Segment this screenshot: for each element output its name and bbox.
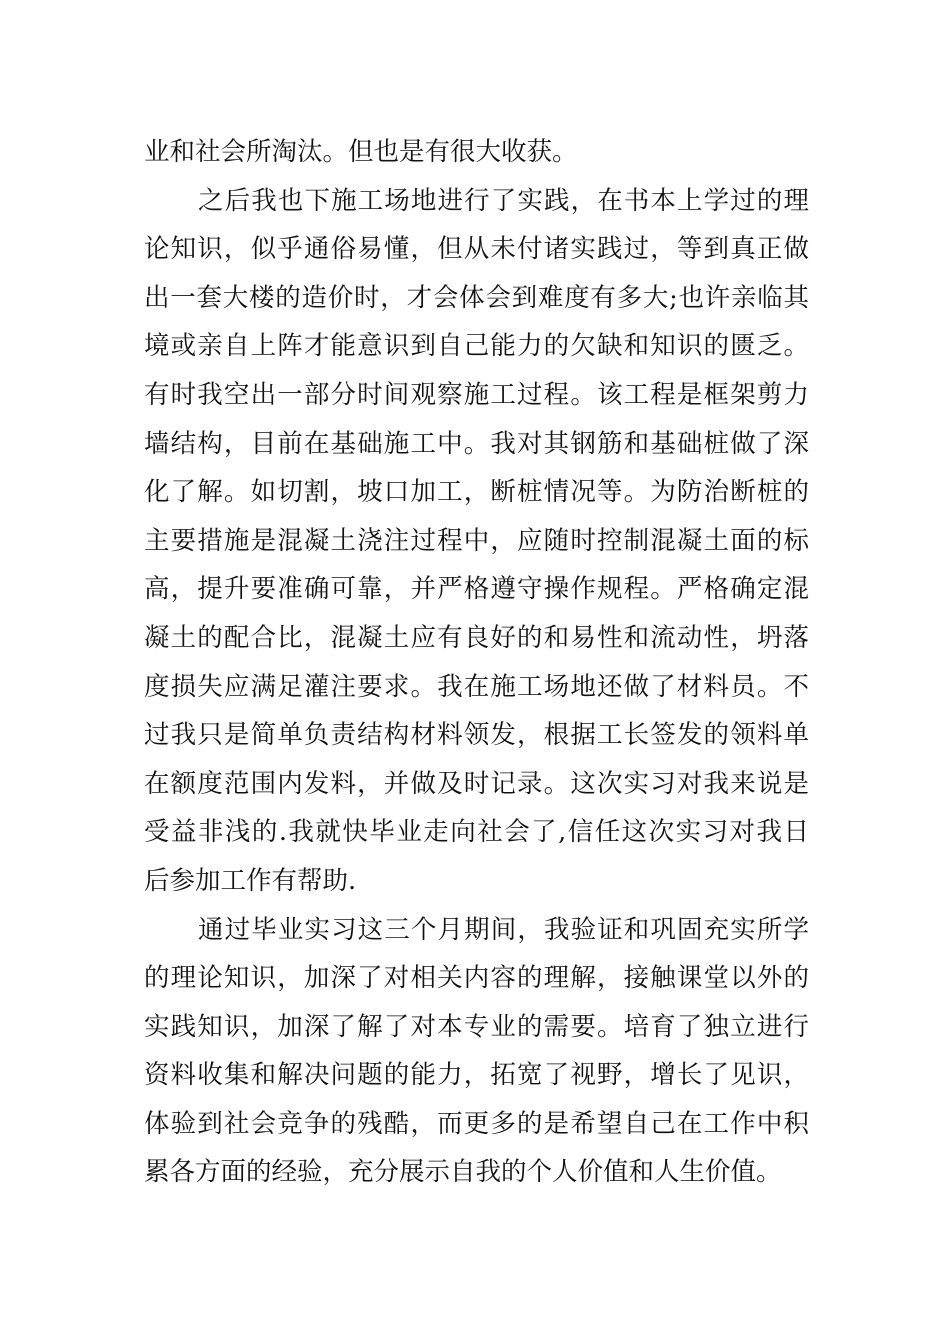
- document-body: [144, 128, 809, 1197]
- text-line: 资料收集和解决问题的能力，拓宽了视野，增长了见识，: [144, 1060, 809, 1091]
- text-line: 过我只是简单负责结构材料领发，根据工长签发的领料单: [144, 720, 809, 751]
- text-line: 出一套大楼的造价时，才会体会到难度有多大;也许亲临其: [144, 282, 809, 313]
- text-line: 化了解。如切割，坡口加工，断桩情况等。为防治断桩的: [144, 477, 809, 508]
- text-line: 业和社会所淘汰。但也是有很大收获。: [144, 137, 578, 167]
- text-line: 境或亲自上阵才能意识到自己能力的欠缺和知识的匮乏。: [144, 331, 809, 362]
- text-line: 主要措施是混凝土浇注过程中，应随时控制混凝土面的标: [144, 525, 809, 556]
- text-line: 实践知识，加深了解了对本专业的需要。培育了独立进行: [144, 1011, 809, 1042]
- text-line: 有时我空出一部分时间观察施工过程。该工程是框架剪力: [144, 379, 809, 410]
- text-line: 累各方面的经验，充分展示自我的个人价值和人生价值。: [144, 1157, 782, 1188]
- text-line: 在额度范围内发料，并做及时记录。这次实习对我来说是: [144, 768, 809, 799]
- text-line: 通过毕业实习这三个月期间，我验证和巩固充实所学: [198, 914, 809, 945]
- text-line: 墙结构，目前在基础施工中。我对其钢筋和基础桩做了深: [144, 428, 809, 459]
- text-line: 度损失应满足灌注要求。我在施工场地还做了材料员。不: [144, 671, 809, 702]
- text-line: 之后我也下施工场地进行了实践，在书本上学过的理: [198, 185, 809, 216]
- text-line: 的理论知识，加深了对相关内容的理解，接触课堂以外的: [144, 963, 809, 994]
- text-line: 论知识，似乎通俗易懂，但从未付诸实践过，等到真正做: [144, 234, 809, 265]
- text-line: 受益非浅的.我就快毕业走向社会了,信任这次实习对我日: [144, 817, 809, 848]
- text-line: 体验到社会竞争的残酷，而更多的是希望自己在工作中积: [144, 1108, 809, 1139]
- text-line: 高，提升要准确可靠，并严格遵守操作规程。严格确定混: [144, 574, 809, 605]
- text-line: 后参加工作有帮助.: [144, 865, 357, 896]
- text-line: 凝土的配合比，混凝土应有良好的和易性和流动性，坍落: [144, 622, 809, 653]
